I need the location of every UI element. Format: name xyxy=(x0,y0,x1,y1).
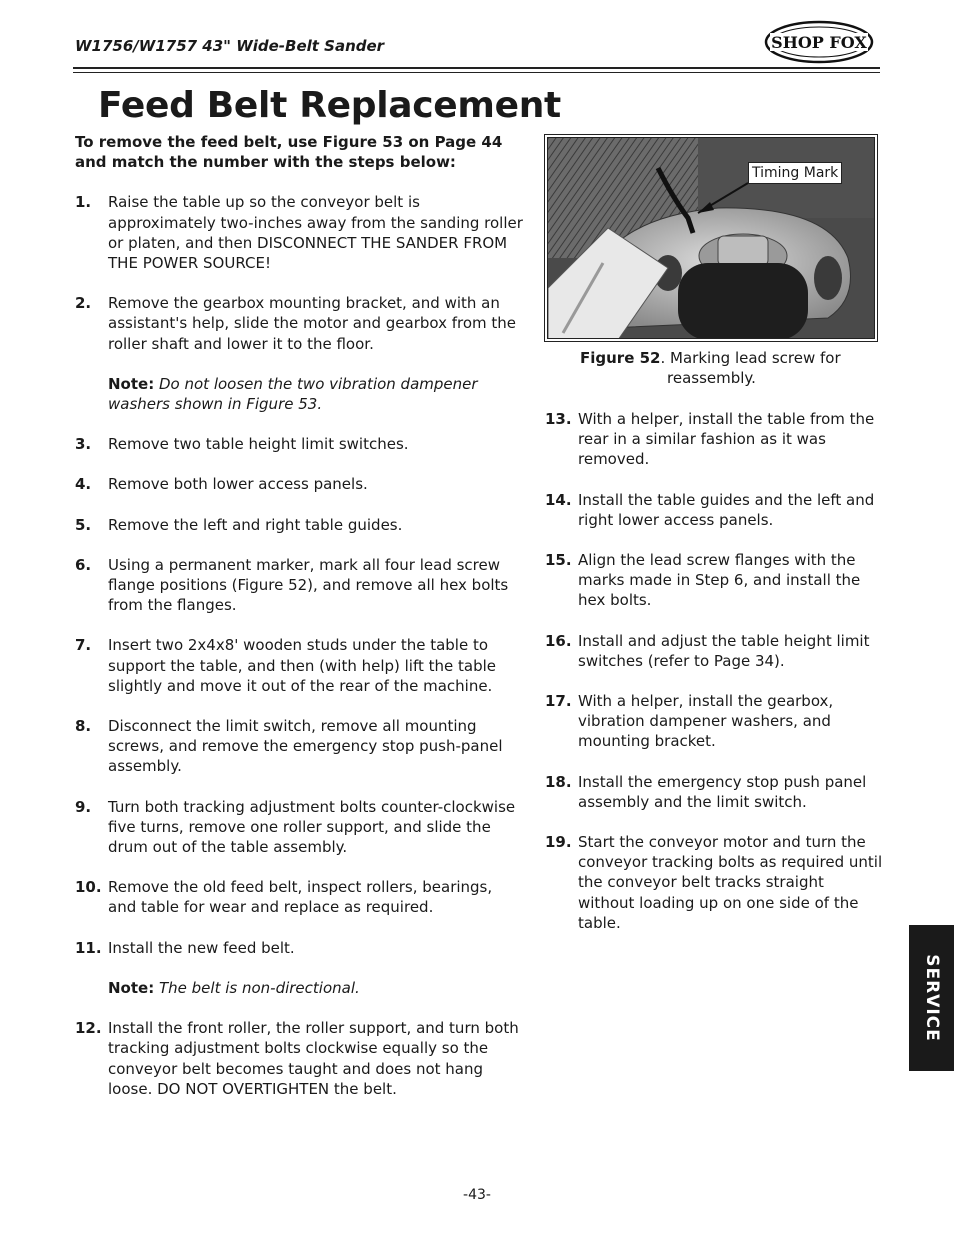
step-4 xyxy=(75,474,523,494)
step-9 xyxy=(75,797,523,858)
header-rule xyxy=(73,67,880,69)
step-7 xyxy=(75,635,523,696)
note-text: The belt is non-directional. xyxy=(158,978,360,997)
step-text: Remove the left and right table guides. xyxy=(108,515,403,534)
note-belt xyxy=(108,978,523,998)
step-number: 5. xyxy=(75,515,92,534)
timing-mark-callout: Timing Mark xyxy=(748,162,842,184)
note-washers xyxy=(108,374,523,414)
shop-fox-logo xyxy=(764,20,874,64)
step-3 xyxy=(75,434,523,454)
step-17 xyxy=(545,691,883,752)
step-text: Disconnect the limit switch, remove all mounting screws, and remove the emergency stop push-panel assembly. xyxy=(108,717,503,776)
step-11 xyxy=(75,938,523,958)
step-text: Raise the table up so the conveyor belt is approximately two-inches away from the sanding roller or platen, and then DISCONNECT THE SANDER FROM THE POWER SOURCE! xyxy=(108,193,523,273)
page-number: -43- xyxy=(463,1187,491,1203)
step-number: 12. xyxy=(75,1019,102,1038)
step-text: Install the table guides and the left and right lower access panels. xyxy=(578,490,875,529)
page-title: Feed Belt Replacement xyxy=(98,85,561,126)
step-text: Remove the gearbox mounting bracket, and with an assistant's help, slide the motor and gearbox from the roller shaft and lower it to the floor. xyxy=(108,294,517,353)
header-rule-thin xyxy=(73,72,880,73)
step-number: 2. xyxy=(75,294,92,313)
step-text: Remove the old feed belt, inspect rollers, bearings, and table for wear and replace as required. xyxy=(108,878,493,917)
step-16 xyxy=(545,631,883,671)
figure-caption-text: . Marking lead screw for xyxy=(660,349,841,367)
step-text: Start the conveyor motor and turn the conveyor tracking bolts as required until the conveyor belt tracks straight without loading up on one side of the table. xyxy=(578,833,883,932)
section-tab-label: SERVICE xyxy=(921,954,942,1042)
step-10 xyxy=(75,877,523,917)
step-number: 7. xyxy=(75,636,92,655)
intro-text: To remove the feed belt, use Figure 53 on Page 44 and match the number with the steps below: xyxy=(75,133,503,172)
step-text: Remove two table height limit switches. xyxy=(108,435,409,454)
step-text: Turn both tracking adjustment bolts counter-clockwise five turns, remove one roller support, and slide the drum out of the table assembly. xyxy=(108,797,516,857)
right-column xyxy=(545,409,883,953)
section-tab xyxy=(909,925,954,1071)
figure-caption-label: Figure 52 xyxy=(580,349,661,367)
step-number: 11. xyxy=(75,938,102,957)
step-number: 10. xyxy=(75,878,102,897)
step-text: With a helper, install the gearbox, vibration dampener washers, and mounting bracket. xyxy=(578,692,834,751)
step-number: 3. xyxy=(75,435,92,454)
step-text: Insert two 2x4x8' wooden studs under the table to support the table, and then (with help) lift the table slightly and move it out of the rear of the machine. xyxy=(108,636,497,695)
step-number: 6. xyxy=(75,555,92,574)
step-1 xyxy=(75,192,523,273)
step-number: 19. xyxy=(545,833,572,852)
step-number: 4. xyxy=(75,475,92,494)
step-text: Install the new feed belt. xyxy=(108,938,295,957)
step-text: Install the emergency stop push panel assembly and the limit switch. xyxy=(578,772,867,811)
step-15 xyxy=(545,550,883,611)
step-text: Align the lead screw flanges with the marks made in Step 6, and install the hex bolts. xyxy=(578,551,861,610)
note-label: Note: xyxy=(108,978,155,997)
step-number: 15. xyxy=(545,551,572,570)
step-12 xyxy=(75,1018,523,1099)
left-column xyxy=(75,132,523,1119)
step-text: Install the front roller, the roller support, and turn both tracking adjustment bolts clockwise equally so the conveyor belt becomes taught and does not hang loose. DO NOT OVERTIGHTEN the belt. xyxy=(108,1019,519,1098)
svg-text:SHOP FOX: SHOP FOX xyxy=(771,33,867,52)
step-number: 13. xyxy=(545,410,572,428)
step-8 xyxy=(75,716,523,777)
document-title: W1756/W1757 43" Wide-Belt Sander xyxy=(75,37,385,55)
step-number: 16. xyxy=(545,631,572,650)
step-14 xyxy=(545,490,883,530)
figure-caption xyxy=(580,348,870,388)
step-number: 9. xyxy=(75,797,92,816)
note-label: Note: xyxy=(108,374,155,393)
step-2 xyxy=(75,293,523,354)
step-number: 14. xyxy=(545,490,572,509)
step-number: 18. xyxy=(545,772,572,791)
figure-caption-text-line2: reassembly. xyxy=(667,369,756,387)
step-number: 17. xyxy=(545,692,572,711)
step-5 xyxy=(75,515,523,535)
note-text: Do not loosen the two vibration dampener washers shown in Figure 53. xyxy=(108,374,478,414)
step-text: Using a permanent marker, mark all four lead screw flange positions (Figure 52), and remove all hex bolts from the flanges. xyxy=(108,555,509,615)
step-13 xyxy=(545,409,883,470)
step-text: Install and adjust the table height limit switches (refer to Page 34). xyxy=(578,631,870,670)
step-6 xyxy=(75,555,523,616)
step-19 xyxy=(545,832,883,933)
step-text: With a helper, install the table from the rear in a similar fashion as it was removed. xyxy=(578,410,875,469)
step-text: Remove both lower access panels. xyxy=(108,475,368,494)
step-number: 1. xyxy=(75,193,92,212)
step-18 xyxy=(545,772,883,812)
step-number: 8. xyxy=(75,717,92,736)
